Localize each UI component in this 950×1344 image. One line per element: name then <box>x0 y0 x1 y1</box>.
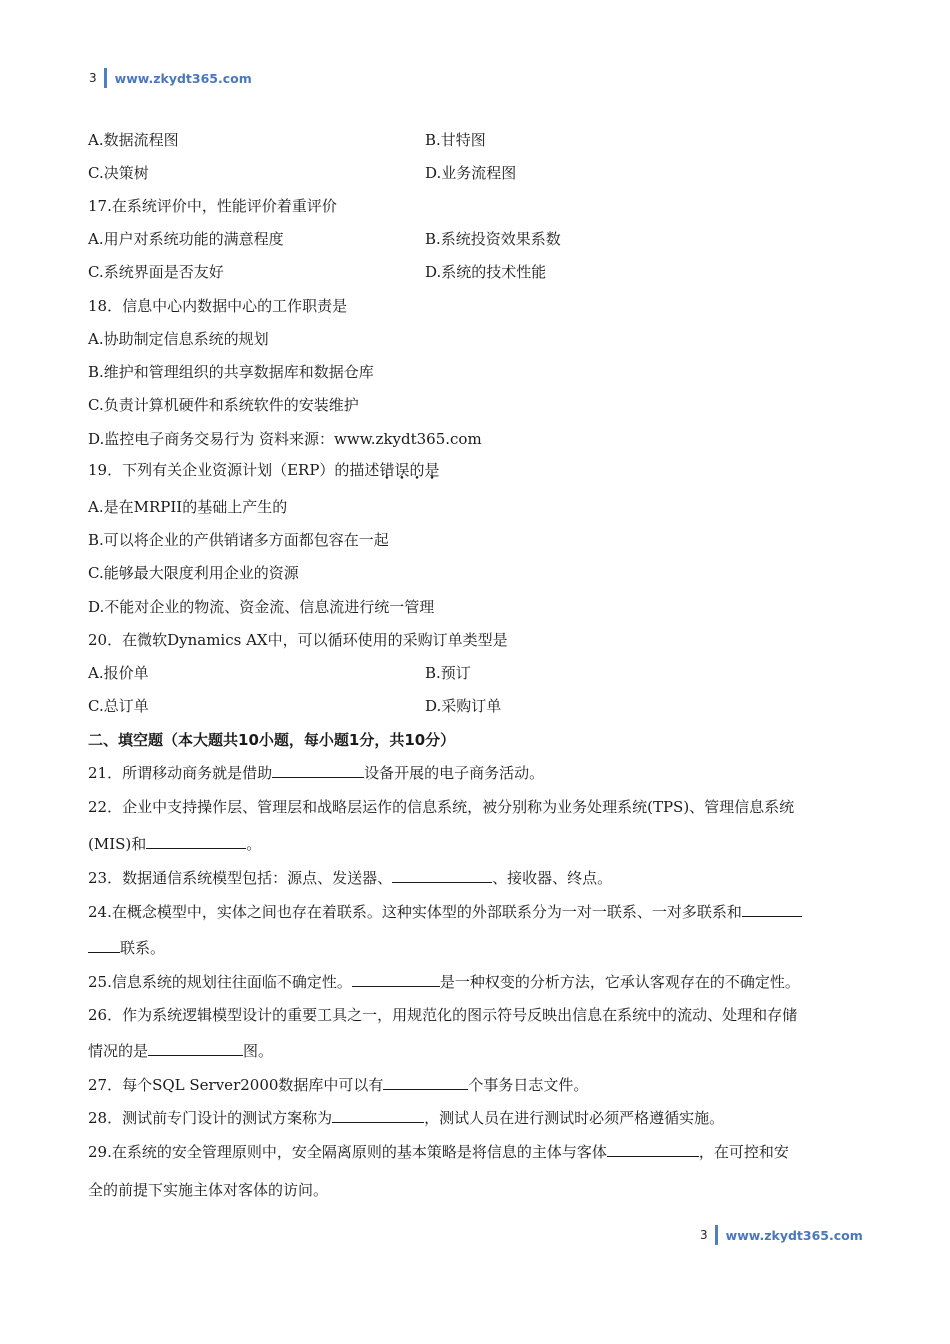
page-header <box>89 68 252 88</box>
q19-option-d: D.不能对企业的物流、资金流、信息流进行统一管理 <box>88 598 435 616</box>
q29-text-post: ，在可控和安 <box>698 1143 789 1161</box>
footer-site-link[interactable]: www.zkydt365.com <box>725 1227 863 1243</box>
q17-option-d: D.系统的技术性能 <box>425 263 547 281</box>
q19-emphasis-char: 的 <box>409 461 425 479</box>
q23-blank[interactable] <box>392 868 492 883</box>
q27-text-post: 个事务日志文件。 <box>468 1076 589 1094</box>
page-footer <box>700 1225 863 1245</box>
q18-stem: 18．信息中心内数据中心的工作职责是 <box>88 297 348 315</box>
section-title-fill-in: 二、填空题（本大题共10小题，每小题1分，共10分） <box>88 731 456 749</box>
q24-text-post: 联系。 <box>120 939 166 957</box>
q19-option-a: A.是在MRPII的基础上产生的 <box>88 498 288 516</box>
q25 <box>88 972 800 992</box>
q28 <box>88 1108 724 1128</box>
q21-blank[interactable] <box>272 763 364 778</box>
q19-emphasis-char: 是 <box>424 461 440 479</box>
q26-text-post: 图。 <box>243 1042 274 1060</box>
q27-blank[interactable] <box>383 1075 468 1090</box>
q21-text-pre: 21．所谓移动商务就是借助 <box>88 764 273 782</box>
q27-text-pre: 27．每个SQL Server2000数据库中可以有 <box>88 1076 384 1094</box>
q26-line2 <box>88 1041 273 1061</box>
q26-blank[interactable] <box>148 1041 243 1056</box>
q28-text-pre: 28．测试前专门设计的测试方案称为 <box>88 1109 333 1127</box>
q19-option-b: B.可以将企业的产供销诸多方面都包容在一起 <box>88 531 389 549</box>
q19-emphasis-char: 错 <box>379 461 395 479</box>
q18-option-d: D.监控电子商务交易行为 资料来源：www.zkydt365.com <box>88 430 482 448</box>
q20-option-d: D.采购订单 <box>425 697 502 715</box>
header-page-number: 3 <box>89 71 97 85</box>
q17-option-c: C.系统界面是否友好 <box>88 263 224 281</box>
q26-text-pre: 情况的是 <box>88 1042 149 1060</box>
q18-option-c: C.负责计算机硬件和系统软件的安装维护 <box>88 396 359 414</box>
q19-stem-text: 19．下列有关企业资源计划（ERP）的描述 <box>88 461 380 479</box>
q16-option-c: C.决策树 <box>88 164 149 182</box>
q20-stem: 20．在微软Dynamics AX中，可以循环使用的采购订单类型是 <box>88 631 508 649</box>
q22-blank[interactable] <box>146 834 246 849</box>
q19-emphasis-char: 误 <box>394 461 410 479</box>
q25-blank[interactable] <box>352 972 440 987</box>
q25-text-post: 是一种权变的分析方法，它承认客观存在的不确定性。 <box>439 973 800 991</box>
q21-text-post: 设备开展的电子商务活动。 <box>364 764 545 782</box>
q23-text-post: 、接收器、终点。 <box>492 869 613 887</box>
q28-text-post: ，测试人员在进行测试时必须严格遵循实施。 <box>424 1109 725 1127</box>
q29-blank[interactable] <box>607 1142 699 1157</box>
footer-page-number: 3 <box>700 1228 708 1242</box>
q23 <box>88 868 612 888</box>
q20-option-a: A.报价单 <box>88 664 149 682</box>
q28-blank[interactable] <box>332 1108 424 1123</box>
q17-stem: 17.在系统评价中，性能评价着重评价 <box>88 197 337 215</box>
q22-text-pre: (MIS)和 <box>88 835 147 853</box>
q27 <box>88 1075 588 1095</box>
q24-blank[interactable] <box>742 902 802 917</box>
q17-option-b: B.系统投资效果系数 <box>425 230 561 248</box>
q16-option-d: D.业务流程图 <box>425 164 517 182</box>
q18-option-a: A.协助制定信息系统的规划 <box>88 330 269 348</box>
q24-text: 24.在概念模型中，实体之间也存在着联系。这种实体型的外部联系分为一对一联系、一对多联系和 <box>88 903 742 921</box>
footer-divider <box>715 1225 718 1245</box>
q24-line2 <box>88 938 165 958</box>
q22-text-post: 。 <box>246 835 262 853</box>
q23-text-pre: 23．数据通信系统模型包括：源点、发送器、 <box>88 869 393 887</box>
q16-option-b: B.甘特图 <box>425 131 486 149</box>
q24-blank-continued[interactable] <box>88 938 120 953</box>
header-divider <box>104 68 107 88</box>
q18-option-b: B.维护和管理组织的共享数据库和数据仓库 <box>88 363 374 381</box>
header-site-link[interactable]: www.zkydt365.com <box>114 70 252 86</box>
q29-line2: 全的前提下实施主体对客体的访问。 <box>88 1181 329 1199</box>
q29-line1 <box>88 1142 789 1162</box>
q17-option-a: A.用户对系统功能的满意程度 <box>88 230 284 248</box>
q22-line1: 22．企业中支持操作层、管理层和战略层运作的信息系统，被分别称为业务处理系统(TPS)、管理信息系统 <box>88 798 795 816</box>
q29-text-pre: 29.在系统的安全管理原则中，安全隔离原则的基本策略是将信息的主体与客体 <box>88 1143 607 1161</box>
q19-option-c: C.能够最大限度利用企业的资源 <box>88 564 299 582</box>
q19-stem <box>88 460 440 480</box>
q16-option-a: A.数据流程图 <box>88 131 179 149</box>
q24-line1 <box>88 902 802 922</box>
q26-line1: 26．作为系统逻辑模型设计的重要工具之一，用规范化的图示符号反映出信息在系统中的流动、处理和存储 <box>88 1006 798 1024</box>
q20-option-c: C.总订单 <box>88 697 149 715</box>
q22-line2 <box>88 834 261 854</box>
q25-text-pre: 25.信息系统的规划往往面临不确定性。 <box>88 973 352 991</box>
q21 <box>88 763 544 783</box>
q20-option-b: B.预订 <box>425 664 471 682</box>
